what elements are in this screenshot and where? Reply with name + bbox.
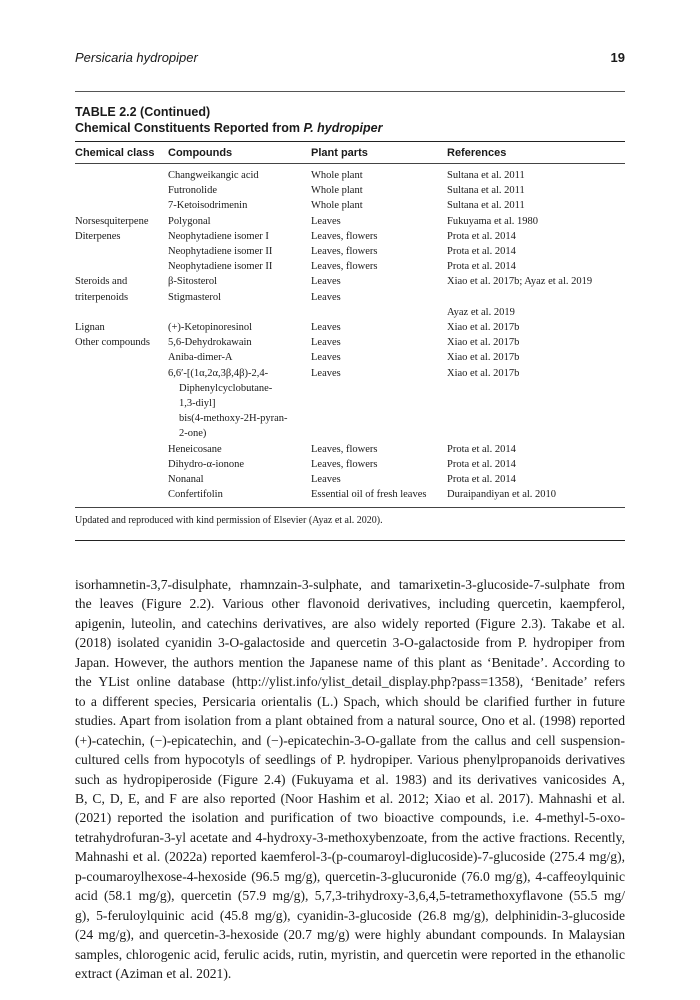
cell-plant-part: Leaves bbox=[311, 352, 341, 364]
body-line: isorhamnetin-3,7-disulphate, rhamnzain-3-sulphate, and tamarixetin-3-glucoside-7-sulphate from bbox=[75, 577, 625, 592]
cell-compound: 1,3-diyl] bbox=[179, 398, 216, 409]
body-line: tetrahydrofuran-3-yl acetate and 4-hydroxy-3-methoxybenzoate, from the active fractions. Recently, bbox=[75, 829, 625, 845]
cell-plant-part: Leaves, flowers bbox=[311, 230, 378, 242]
cell-plant-part: Leaves bbox=[311, 474, 341, 485]
cell-compound: Polygonal bbox=[168, 215, 211, 227]
cell-plant-part: Leaves bbox=[311, 322, 341, 333]
cell-plant-part: Leaves, flowers bbox=[311, 458, 378, 470]
cell-compound: Changweikangic acid bbox=[168, 170, 259, 181]
cell-plant-part: Leaves, flowers bbox=[311, 246, 378, 257]
cell-reference: Prota et al. 2014 bbox=[447, 458, 516, 470]
table-caption-plant: P. hydropiper bbox=[303, 121, 383, 135]
page-number: 19 bbox=[610, 50, 625, 65]
body-line: apigenin, luteolin, and catechins derivatives, are also widely reported (Figure 2.3). Takabe et al. bbox=[75, 615, 625, 631]
body-line: acid (58.1 mg/g), quercetin (57.9 mg/g), 5,7,3-trihydroxy-3,6,4,5-tetramethoxyflavone (55.5 mg/ bbox=[75, 888, 625, 904]
body-line: the YList online database (http://ylist.info/ylist_detail_display.php?pass=1358), ‘Benitade’ refers bbox=[75, 674, 625, 690]
running-title: Persicaria hydropiper bbox=[75, 50, 198, 65]
cell-compound: Confertifolin bbox=[168, 489, 223, 501]
table-caption-line1: TABLE 2.2 (Continued) bbox=[75, 105, 211, 119]
table-caption-prefix: Chemical Constituents Reported from bbox=[75, 121, 304, 135]
body-line: extract (Aziman et al. 2021). bbox=[75, 966, 232, 982]
column-header-plant-parts: Plant parts bbox=[311, 147, 368, 159]
cell-reference: Prota et al. 2014 bbox=[447, 443, 516, 455]
cell-compound: Aniba-dimer-A bbox=[168, 352, 233, 364]
column-header-compounds: Compounds bbox=[168, 147, 233, 159]
body-line: p-coumaroylhexose-4-hexoside (96.5 mg/g), quercetin-3-glucuronide (76.0 mg/g), 4-caffeoylquinic bbox=[75, 868, 625, 884]
body-paragraph bbox=[75, 575, 625, 984]
cell-plant-part: Whole plant bbox=[311, 200, 363, 212]
cell-compound: 2-one) bbox=[179, 428, 207, 440]
cell-reference: Xiao et al. 2017b bbox=[447, 322, 520, 333]
cell-compound: bis(4-methoxy-2H-pyran- bbox=[179, 413, 288, 425]
cell-reference: Sultana et al. 2011 bbox=[447, 200, 525, 212]
table-top-rule bbox=[75, 141, 625, 142]
table-note: Updated and reproduced with kind permission of Elsevier (Ayaz et al. 2020). bbox=[75, 515, 383, 526]
cell-compound: Nonanal bbox=[168, 474, 204, 485]
cell-compound: β-Sitosterol bbox=[168, 276, 218, 288]
cell-compound: Diphenylcyclobutane- bbox=[179, 382, 273, 394]
body-line: g), 5-feruloylquinic acid (45.8 mg/g), cyanidin-3-glucoside (26.8 mg/g), delphinidin-3-glucoside bbox=[75, 907, 625, 923]
cell-reference: Prota et al. 2014 bbox=[447, 246, 516, 257]
cell-reference: Xiao et al. 2017b bbox=[447, 337, 520, 349]
cell-plant-part: Leaves bbox=[311, 291, 341, 303]
body-line: (2021) reported the isolation and purification of two bioactive compounds, i.e. 4-methyl-5-oxo- bbox=[75, 810, 625, 826]
page-header bbox=[75, 50, 625, 70]
cell-reference: Duraipandiyan et al. 2010 bbox=[447, 489, 557, 501]
table-end-rule bbox=[75, 540, 625, 541]
cell-reference: Prota et al. 2014 bbox=[447, 230, 516, 242]
cell-plant-part: Leaves, flowers bbox=[311, 261, 378, 273]
column-header-chemical-class: Chemical class bbox=[75, 147, 155, 159]
cell-chemical-class: Steroids and bbox=[75, 276, 128, 288]
body-line: (24 mg/g), and quercetin-3-hexoside (20.7 mg/g) were highly abundant compounds. In Malaysian bbox=[75, 927, 625, 943]
cell-compound: Dihydro-α-ionone bbox=[168, 458, 245, 470]
body-line: studies. Apart from isolation from a plant obtained from a natural source, Ono et al. (1998) reported bbox=[75, 713, 625, 729]
cell-chemical-class: Lignan bbox=[75, 322, 105, 333]
cell-compound: 5,6-Dehydrokawain bbox=[168, 337, 252, 349]
body-line: the leaves (Figure 2.2). Various other flavonoid derivatives, including quercetin, kaempferol, bbox=[75, 596, 625, 612]
cell-reference: Sultana et al. 2011 bbox=[447, 185, 525, 197]
cell-plant-part: Whole plant bbox=[311, 170, 363, 181]
cell-plant-part: Leaves, flowers bbox=[311, 443, 378, 455]
cell-compound: 6,6′-[(1α,2α,3β,4β)-2,4- bbox=[168, 367, 269, 379]
body-line: (2018) isolated cyanidin 3-O-galactoside and quercetin 3-O-galactoside from P. hydropiper from bbox=[75, 635, 625, 651]
cell-plant-part: Leaves bbox=[311, 276, 341, 288]
body-line: cultured cells from hypocotyls of seedlings of P. hydropiper. Various phenylpropanoids derivatives bbox=[75, 752, 625, 768]
table-caption-line2 bbox=[75, 120, 382, 136]
body-line: to a different species, Persicaria orientalis (L.) Spach, which should be clarified further in future bbox=[75, 693, 625, 709]
cell-reference: Xiao et al. 2017b; Ayaz et al. 2019 bbox=[447, 276, 593, 288]
body-line: samples, chlorogenic acid, ferulic acids, rutin, myristin, and quercetin were reported in the ethanolic bbox=[75, 946, 625, 962]
cell-reference: Xiao et al. 2017b bbox=[447, 352, 520, 364]
cell-compound: Neophytadiene isomer II bbox=[168, 246, 273, 257]
cell-plant-part: Leaves bbox=[311, 215, 341, 227]
cell-reference: Prota et al. 2014 bbox=[447, 261, 516, 273]
cell-plant-part: Essential oil of fresh leaves bbox=[311, 489, 427, 501]
cell-compound: 7-Ketoisodrimenin bbox=[168, 200, 248, 212]
body-line: B, C, D, E, and F are also reported (Noor Hashim et al. 2012; Xiao et al. 2017). Mahnashi et al. bbox=[75, 790, 625, 806]
cell-chemical-class: triterpenoids bbox=[75, 291, 129, 303]
header-rule bbox=[75, 91, 625, 92]
table-caption bbox=[75, 104, 382, 136]
cell-reference: Sultana et al. 2011 bbox=[447, 170, 525, 181]
cell-reference: Ayaz et al. 2019 bbox=[447, 306, 515, 318]
cell-chemical-class: Other compounds bbox=[75, 337, 150, 349]
cell-reference: Fukuyama et al. 1980 bbox=[447, 215, 538, 227]
column-header-references: References bbox=[447, 147, 507, 159]
body-line: Mahnashi et al. (2022a) reported kaemferol-3-(p-coumaroyl-diglucoside)-7-glucoside (275.4 mg/g), bbox=[75, 849, 625, 865]
cell-compound: Neophytadiene isomer II bbox=[168, 261, 273, 273]
table-bottom-rule bbox=[75, 507, 625, 508]
cell-plant-part: Whole plant bbox=[311, 185, 363, 197]
cell-compound: Stigmasterol bbox=[168, 291, 222, 303]
cell-chemical-class: Norsesquiterpene bbox=[75, 215, 149, 227]
body-line: (+)-catechin, (−)-epicatechin, and (−)-epicatechin-3-O-gallate from the callus and cell suspension- bbox=[75, 732, 625, 748]
cell-compound: Neophytadiene isomer I bbox=[168, 230, 269, 242]
body-line: Japan. However, the authors mention the Japanese name of this plant as ‘Benitade’. According to bbox=[75, 654, 625, 670]
cell-compound: Heneicosane bbox=[168, 443, 222, 455]
cell-plant-part: Leaves bbox=[311, 367, 341, 379]
cell-chemical-class: Diterpenes bbox=[75, 230, 121, 242]
cell-reference: Xiao et al. 2017b bbox=[447, 367, 520, 379]
body-line: such as hydropiperoside (Figure 2.4) (Fukuyama et al. 1983) and its derivatives vanicosides A, bbox=[75, 771, 625, 787]
cell-compound: Futronolide bbox=[168, 185, 217, 197]
cell-compound: (+)-Ketopinoresinol bbox=[168, 322, 253, 333]
table-header-rule bbox=[75, 163, 625, 164]
cell-plant-part: Leaves bbox=[311, 337, 341, 349]
cell-reference: Prota et al. 2014 bbox=[447, 474, 516, 485]
